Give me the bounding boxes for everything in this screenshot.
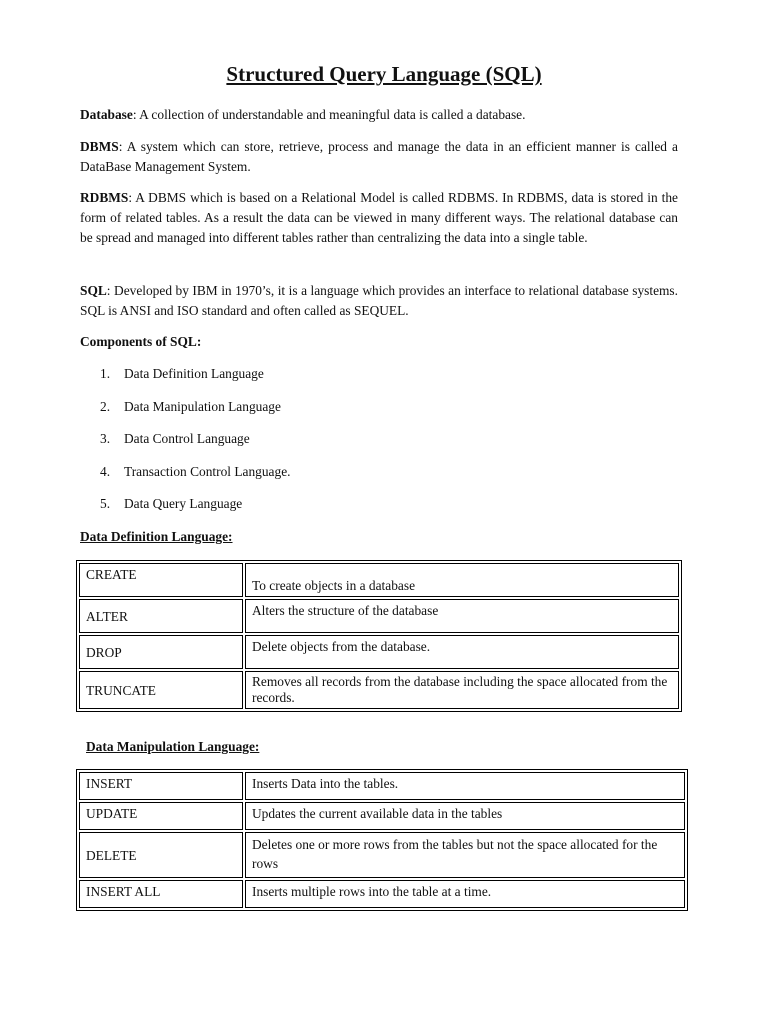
description-cell: Updates the current available data in the tables (245, 802, 685, 830)
command-cell: UPDATE (79, 802, 243, 830)
components-list (100, 366, 291, 529)
table-row (79, 599, 679, 633)
definition-text: : A system which can store, retrieve, process and manage the data in an efficient manner is called a DataBase Management System. (80, 139, 678, 174)
list-number: 5. (100, 496, 111, 511)
command-cell: TRUNCATE (79, 671, 243, 709)
description-cell: To create objects in a database (245, 563, 679, 597)
list-item (100, 464, 291, 497)
definition-rdbms (80, 188, 678, 248)
table-row (79, 832, 685, 878)
definition-sql (80, 281, 678, 321)
list-label: Data Control Language (124, 431, 250, 446)
dml-heading: Data Manipulation Language: (86, 739, 260, 754)
command-cell: INSERT ALL (79, 880, 243, 908)
list-label: Data Manipulation Language (124, 398, 281, 414)
definition-text: : A collection of understandable and meaningful data is called a database. (132, 107, 526, 122)
list-item (100, 431, 291, 464)
description-cell: Inserts Data into the tables. (245, 772, 685, 800)
table-row (79, 880, 685, 908)
list-label: Data Query Language (124, 496, 243, 511)
list-item (100, 496, 291, 529)
term: SQL (80, 283, 107, 298)
definition-text: : Developed by IBM in 1970’s, it is a language which provides an interface to relational database systems. SQL is ANSI and ISO standard and often called as SEQUEL. (80, 283, 678, 318)
command-cell: INSERT (79, 772, 243, 800)
description-cell: Delete objects from the database. (245, 635, 679, 669)
components-heading: Components of SQL: (80, 334, 202, 349)
command-cell: DROP (79, 635, 243, 669)
document-title: Structured Query Language (SQL) (226, 62, 542, 86)
term: DBMS (80, 139, 119, 154)
definition-dbms (80, 137, 678, 177)
description-cell: Alters the structure of the database (245, 599, 679, 633)
ddl-table (76, 560, 682, 712)
ddl-heading: Data Definition Language: (80, 529, 233, 544)
definition-database (80, 105, 678, 125)
list-label: Data Definition Language (124, 366, 264, 381)
list-label: Transaction Control Language. (124, 463, 291, 479)
list-number: 3. (100, 431, 111, 446)
table-row (79, 635, 679, 669)
description-cell: Removes all records from the database including the space allocated from the records. (245, 671, 679, 709)
dml-table (76, 769, 688, 911)
table-row (79, 671, 679, 709)
list-number: 4. (100, 463, 111, 479)
list-number: 2. (100, 398, 111, 414)
list-item (100, 399, 291, 432)
table-row (79, 802, 685, 830)
description-cell: Deletes one or more rows from the tables but not the space allocated for the rows (245, 832, 685, 878)
definition-text: : A DBMS which is based on a Relational Model is called RDBMS. In RDBMS, data is stored in the form of related tables. As a result the data can be viewed in many different ways. The relational database can be spread and managed into different tables rather than centralizing the data into a single table. (80, 190, 678, 245)
command-cell: DELETE (79, 832, 243, 878)
command-cell: CREATE (79, 563, 243, 597)
table-row (79, 772, 685, 800)
command-cell: ALTER (79, 599, 243, 633)
term: RDBMS (80, 190, 129, 205)
list-number: 1. (100, 366, 111, 381)
term: Database (80, 107, 133, 122)
list-item (100, 366, 291, 399)
description-cell: Inserts multiple rows into the table at a time. (245, 880, 685, 908)
table-row (79, 563, 679, 597)
